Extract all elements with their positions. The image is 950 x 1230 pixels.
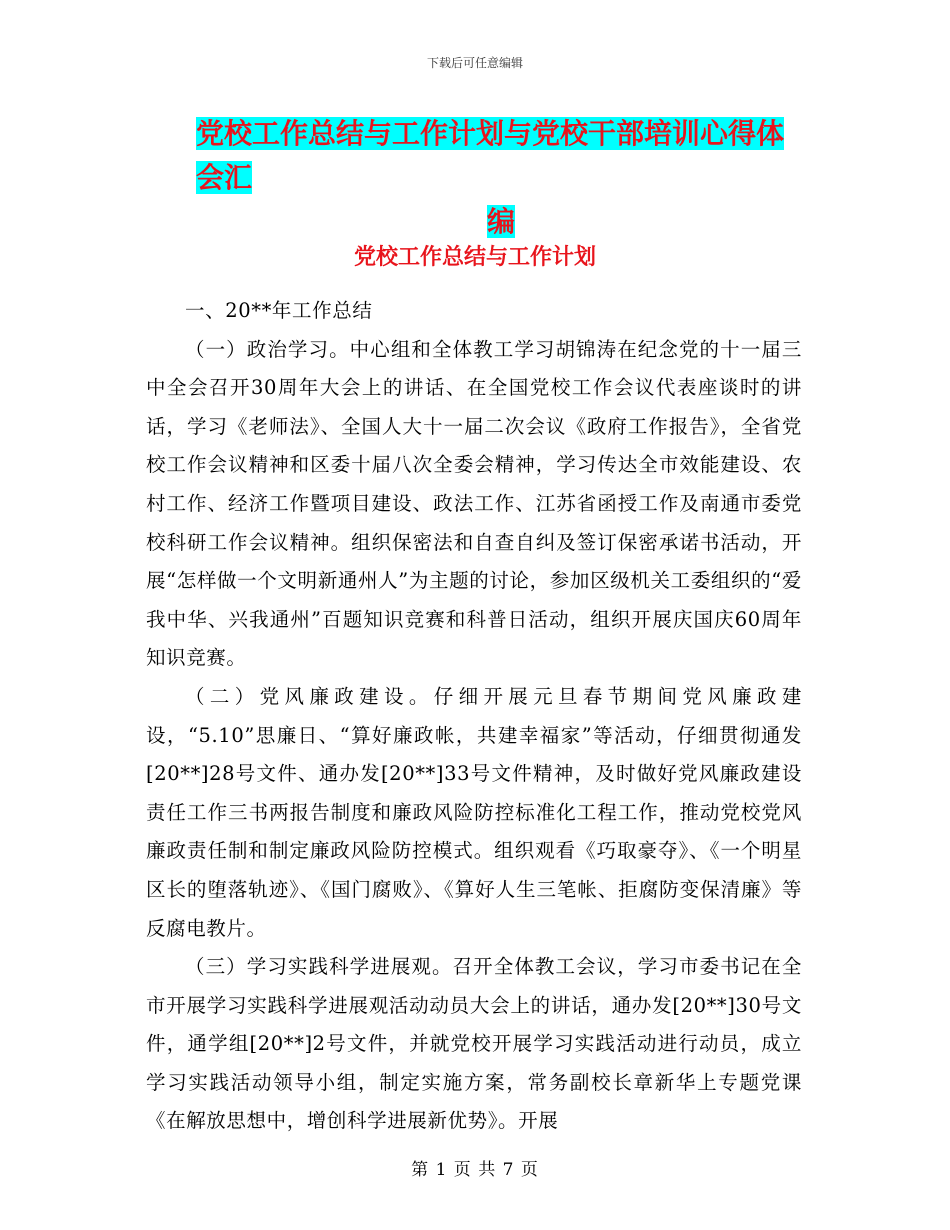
title-line-1: 党校工作总结与工作计划与党校干部培训心得体会汇 (196, 117, 785, 194)
paragraph: （三）学习实践科学进展观。召开全体教工会议，学习市委书记在全市开展学习实践科学进展观活动动员大会上的讲话，通办发[20**]30号文件，通学组[20**]2号文件，并就党校开展学习实践活动进行动员，成立学习实践活动领导小组，制定实施方案，常务副校长章新华上专题党课《在解放思想中，增创科学进展新优势》。开展 (146, 955, 802, 1133)
title-line-2: 编 (486, 205, 515, 238)
header-note: 下载后可任意编辑 (426, 56, 523, 70)
paragraph: （二）党风廉政建设。仔细开展元旦春节期间党风廉政建设，“5.10”思廉日、“算好廉政帐，共建幸福家”等活动，仔细贯彻通发[20**]28号文件、通办发[20**]33号文件精神，及时做好党风廉政建设责任工作三书两报告制度和廉政风险防控标准化工程工作，推动党校党风廉政责任制和制定廉政风险防控模式。组织观看《巧取豪夺》、《一个明星区长的堕落轨迹》、《国门腐败》、《算好人生三笔帐、拒腐防变保清廉》等反腐电教片。 (146, 684, 802, 940)
section-title: 党校工作总结与工作计划 (353, 245, 596, 270)
page-footer: 第 1 页 共 7 页 (411, 1160, 539, 1180)
document-title (196, 112, 806, 244)
paragraph-heading: 一、20**年工作总结 (185, 299, 373, 322)
body-text (146, 292, 802, 1141)
paragraph: （一）政治学习。中心组和全体教工学习胡锦涛在纪念党的十一届三中全会召开30周年大会上的讲话、在全国党校工作会议代表座谈时的讲话，学习《老师法》、全国人大十一届二次会议《政府工作报告》，全省党校工作会议精神和区委十届八次全委会精神，学习传达全市效能建设、农村工作、经济工作暨项目建设、政法工作、江苏省函授工作及南通市委党校科研工作会议精神。组织保密法和自查自纠及签订保密承诺书活动，开展“怎样做一个文明新通州人”为主题的讨论，参加区级机关工委组织的“爱我中华、兴我通州”百题知识竞赛和科普日活动，组织开展庆国庆60周年知识竞赛。 (146, 337, 802, 670)
